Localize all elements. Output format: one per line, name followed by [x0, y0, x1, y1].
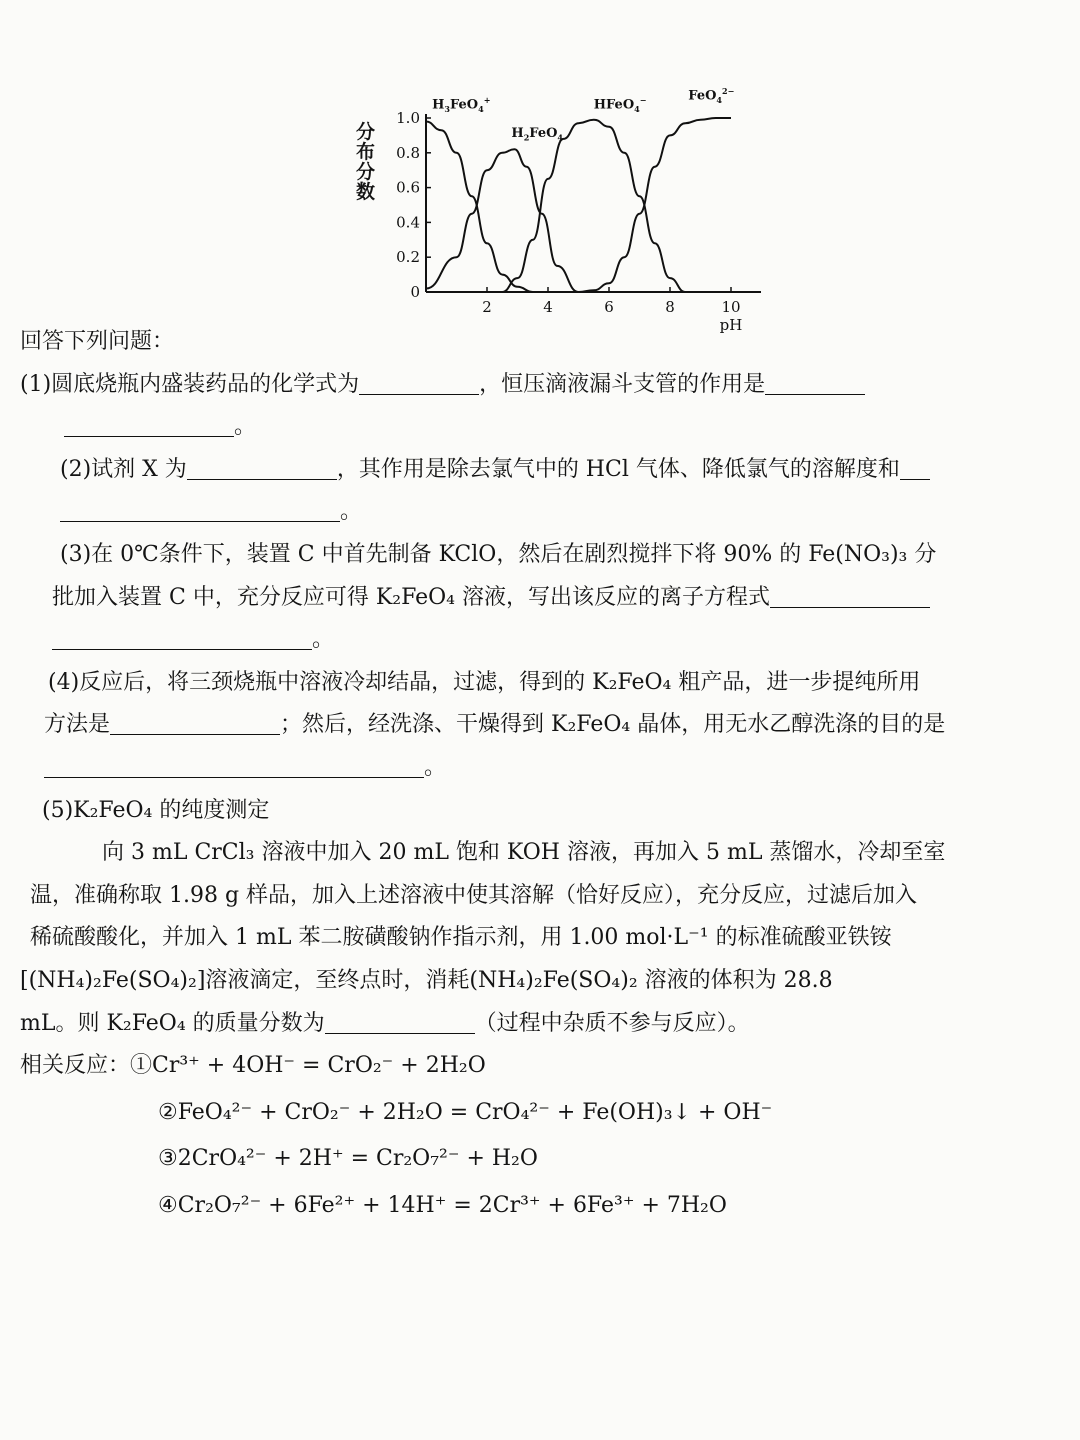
chart-svg	[350, 88, 780, 338]
x-tick-label: 4	[543, 298, 553, 316]
series-label-text: HFeO$_4$−	[593, 95, 647, 114]
distribution-chart	[350, 88, 780, 338]
reaction-1-text: ①Cr³⁺ + 4OH⁻ = CrO₂⁻ + 2H₂O	[130, 1053, 486, 1079]
q2-blank-other-cont[interactable]	[60, 499, 340, 522]
q3-period: 。	[312, 627, 335, 653]
y-tick-label: 0.2	[396, 248, 420, 267]
q5-title: (5)K₂FeO₄ 的纯度测定	[42, 797, 270, 823]
q4-blank-method[interactable]	[110, 712, 280, 735]
x-tick-label: 8	[665, 298, 675, 316]
q1-blank-purpose[interactable]	[765, 372, 865, 395]
reactions-prefix: 相关反应：	[20, 1053, 131, 1079]
reaction-4: ④Cr₂O₇²⁻ + 6Fe²⁺ + 14H⁺ = 2Cr³⁺ + 6Fe³⁺ + 7H₂O	[158, 1192, 727, 1218]
q2-line2	[20, 498, 1072, 527]
q2-text-a: (2)试剂 X 为	[60, 456, 187, 482]
q5-line4: [(NH₄)₂Fe(SO₄)₂]溶液滴定，至终点时，消耗(NH₄)₂Fe(SO₄)₂ 溶液的体积为 28.8	[20, 967, 833, 993]
q5-text-b: （过程中杂质不参与反应）。	[474, 1010, 750, 1036]
series-label	[688, 86, 778, 110]
q1-period: 。	[234, 414, 257, 440]
q1-text-b: ，恒压滴液漏斗支管的作用是	[479, 371, 766, 397]
q2-text-b: ，其作用是除去氯气中的 HCl 气体、降低氯气的溶解度和	[336, 456, 900, 482]
q2-blank-reagent[interactable]	[187, 457, 337, 480]
q3-blank-equation-cont[interactable]	[52, 627, 312, 650]
series-label	[511, 126, 601, 150]
q5-line1: 向 3 mL CrCl₃ 溶液中加入 20 mL 饱和 KOH 溶液，再加入 5 mL 蒸馏水，冷却至室	[102, 840, 946, 866]
q3-text-b: 批加入装置 C 中，充分反应可得 K₂FeO₄ 溶液，写出该反应的离子方程式	[52, 584, 770, 610]
q2-period: 。	[340, 499, 363, 525]
q3-line3	[20, 626, 1072, 655]
q5-line2: 温，准确称取 1.98 g 样品，加入上述溶液中使其溶解（恰好反应），充分反应，过滤后加入	[30, 882, 918, 908]
q5-blank-mass-fraction[interactable]	[325, 1011, 475, 1034]
q1-blank-formula[interactable]	[359, 372, 479, 395]
x-tick-label: 2	[482, 298, 492, 316]
q3-line1: (3)在 0℃条件下，装置 C 中首先制备 KClO，然后在剧烈搅拌下将 90% 的 Fe(NO₃)₃ 分	[60, 541, 937, 567]
q5-text-a: mL。则 K₂FeO₄ 的质量分数为	[20, 1010, 325, 1036]
reactions	[20, 1052, 1072, 1220]
x-tick-label: 10	[721, 298, 741, 316]
question-body	[20, 328, 1072, 1238]
reaction-3: ③2CrO₄²⁻ + 2H⁺ = Cr₂O₇²⁻ + H₂O	[158, 1146, 538, 1172]
x-tick-label: 6	[604, 298, 614, 316]
series-label	[594, 95, 684, 119]
y-tick-label: 0	[410, 283, 420, 301]
reaction-2: ②FeO₄²⁻ + CrO₂⁻ + 2H₂O = CrO₄²⁻ + Fe(OH)₃↓ + OH⁻	[158, 1099, 773, 1125]
series-label-text: $H_2FeO_4$	[511, 126, 564, 143]
intro: 回答下列问题：	[20, 329, 175, 354]
q4-line2	[20, 711, 1072, 740]
x-axis-label: pH	[719, 316, 743, 334]
q4-line3	[20, 754, 1072, 783]
chart-ylabel-text: 分布分数	[356, 121, 376, 203]
series-label	[432, 95, 522, 119]
q4-text-c: ；然后，经洗涤、干燥得到 K₂FeO₄ 晶体，用无水乙醇洗涤的目的是	[280, 712, 946, 738]
y-tick-label: 0.8	[396, 143, 420, 162]
q5-line5	[20, 1010, 1072, 1039]
series-line	[426, 149, 579, 292]
q3-blank-equation[interactable]	[770, 585, 930, 608]
y-tick-label: 1.0	[396, 109, 420, 127]
q4-period: 。	[424, 754, 447, 780]
q1-line2	[20, 413, 1072, 442]
q1-line1	[20, 371, 1072, 400]
series-label-text: $H_3FeO_4^+$	[432, 95, 491, 114]
y-tick-label: 0.4	[396, 213, 420, 232]
q4-blank-purpose[interactable]	[44, 755, 424, 778]
series-label-text: FeO$_4^{2-}$	[688, 86, 735, 106]
q2-blank-other[interactable]	[900, 457, 930, 480]
y-tick-label: 0.6	[396, 178, 420, 197]
q4-text-b: 方法是	[44, 712, 111, 738]
q1-text-a: (1)圆底烧瓶内盛装药品的化学式为	[20, 371, 360, 397]
q1-blank-purpose-cont[interactable]	[64, 414, 234, 437]
q2-line1	[20, 456, 1072, 485]
q3-line2	[20, 584, 1072, 613]
reaction-1	[20, 1052, 1072, 1081]
q4-line1: (4)反应后，将三颈烧瓶中溶液冷却结晶，过滤，得到的 K₂FeO₄ 粗产品，进一步提纯所用	[48, 669, 921, 695]
q5-line3: 稀硫酸酸化，并加入 1 mL 苯二胺磺酸钠作指示剂，用 1.00 mol·L⁻¹ 的标准硫酸亚铁铵	[30, 925, 892, 951]
